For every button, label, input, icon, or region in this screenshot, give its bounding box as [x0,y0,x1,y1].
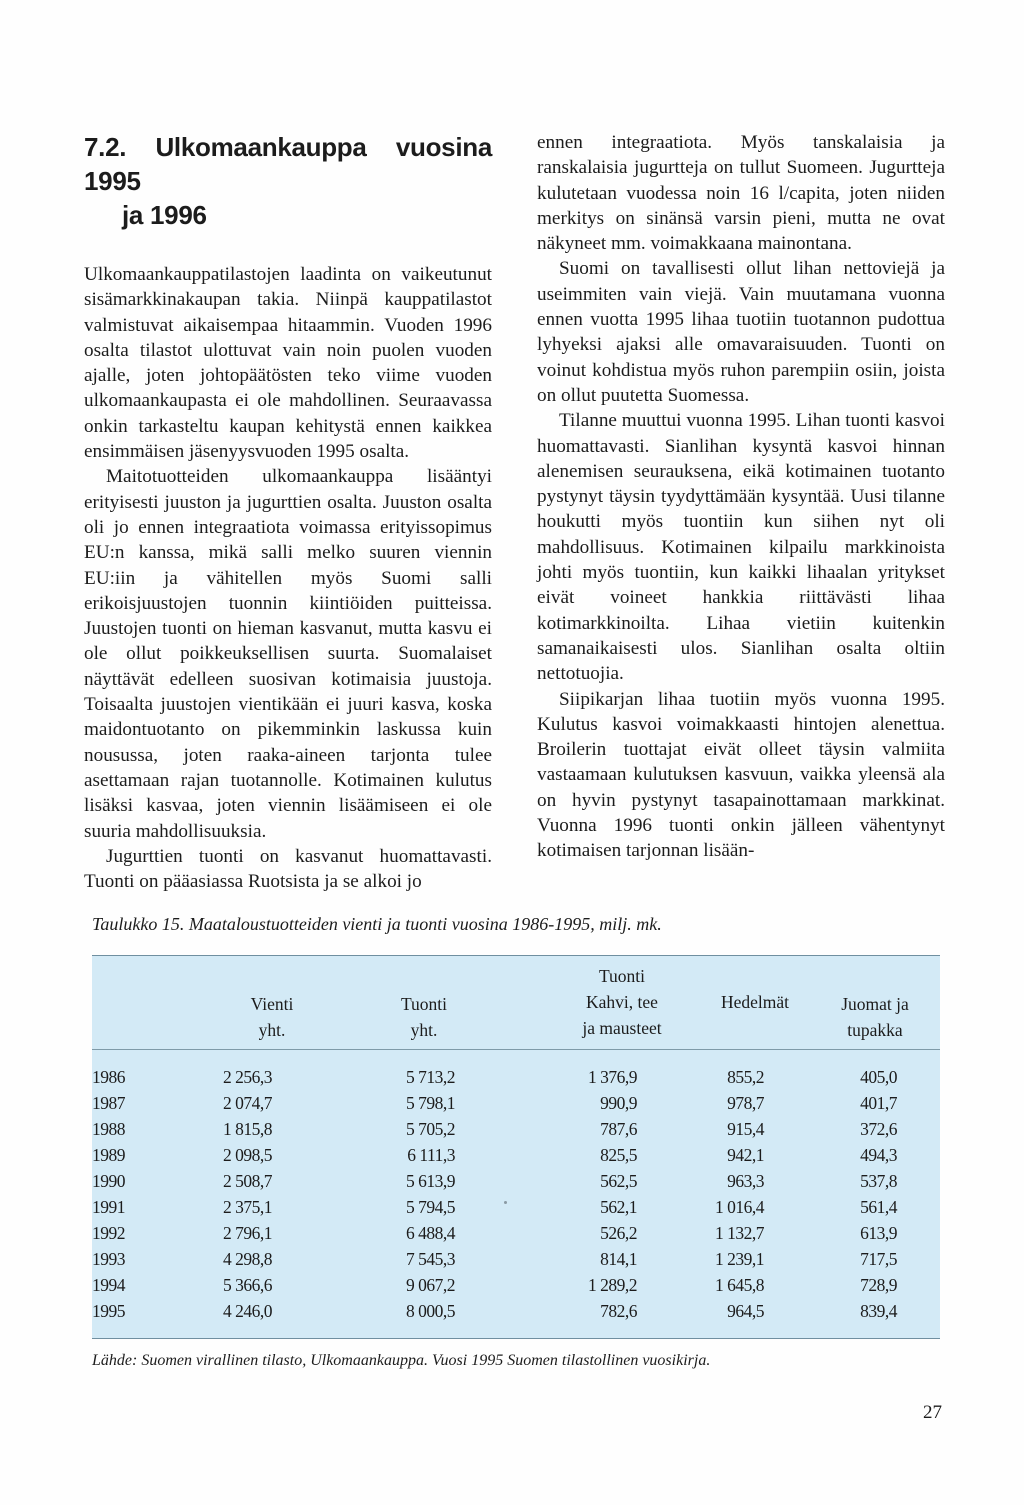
cell-vienti: 5 366,6 [223,1275,272,1295]
header-group-text: Tuonti [598,966,646,986]
left-column [84,130,492,894]
table-caption: Taulukko 15. Maataloustuotteiden vienti ja tuonti vuosina 1986-1995, milj. mk. [92,914,662,934]
page-number: 27 [923,1402,942,1423]
table-row [92,1064,940,1090]
cell-kahvi: 1 376,9 [588,1067,637,1087]
header-rule [92,1049,940,1050]
cell-year: 1990 [92,1171,125,1191]
paragraph: Tilanne muuttui vuonna 1995. Lihan tuonti kasvoi huomattavasti. Sianlihan kysyntä kasvoi hinnan alenemisen seurauksena, eikä kotimainen tuotanto pystynyt täysin tyydyttämään kysyntää. Uusi tilanne houkutti myös tuontiin kun siihen nyt oli mahdollisuus. Kotimainen kilpailu markkinoista johti myös tuontiin, kun kaikki lihaalan yritykset eivät voineet hankkia riittävästi lihaa kotimarkkinoilta. Lihaa vietiin kuitenkin samanaikaisesti ulos. Sianlihan osalta oltiin nettotuojia. [537,410,945,685]
cell-kahvi: 990,9 [600,1093,637,1113]
cell-year: 1987 [92,1093,125,1113]
scan-speck [504,1201,507,1204]
cell-hedelmat: 942,1 [727,1145,764,1165]
cell-vienti: 4 298,8 [223,1249,272,1269]
cell-vienti: 2 796,1 [223,1223,272,1243]
cell-juomat: 717,5 [860,1249,897,1269]
cell-year: 1995 [92,1301,125,1321]
right-column [537,130,945,864]
paragraph: Jugurttien tuonti on kasvanut huomattavasti. Tuonti on pääasiassa Ruotsista ja se alkoi jo [84,845,492,893]
cell-tuonti: 5 705,2 [406,1119,455,1139]
cell-kahvi: 562,1 [600,1197,637,1217]
cell-hedelmat: 978,7 [727,1093,764,1113]
cell-juomat: 372,6 [860,1119,897,1139]
cell-juomat: 839,4 [860,1301,897,1321]
header-kahvi [547,963,697,1041]
section-heading [84,130,492,232]
table-row [92,1194,940,1220]
cell-juomat: 405,0 [860,1067,897,1087]
cell-tuonti: 5 613,9 [406,1171,455,1191]
cell-kahvi: 825,5 [600,1145,637,1165]
cell-hedelmat: 964,5 [727,1301,764,1321]
cell-vienti: 2 074,7 [223,1093,272,1113]
header-text: yht. [410,1020,438,1040]
table-row [92,1168,940,1194]
cell-vienti: 2 256,3 [223,1067,272,1087]
cell-hedelmat: 1 016,4 [715,1197,764,1217]
data-table [92,955,940,1339]
cell-juomat: 494,3 [860,1145,897,1165]
header-text: Vienti [250,994,294,1014]
cell-hedelmat: 963,3 [727,1171,764,1191]
cell-tuonti: 5 798,1 [406,1093,455,1113]
header-text: yht. [258,1020,286,1040]
cell-hedelmat: 915,4 [727,1119,764,1139]
cell-vienti: 4 246,0 [223,1301,272,1321]
cell-kahvi: 1 289,2 [588,1275,637,1295]
header-text: Kahvi, tee [586,992,658,1012]
table-row [92,1142,940,1168]
cell-kahvi: 526,2 [600,1223,637,1243]
header-text: ja mausteet [582,1018,662,1038]
cell-tuonti: 6 488,4 [406,1223,455,1243]
header-text: Juomat ja [841,994,909,1014]
header-hedelmat [700,989,810,1015]
table-row [92,1116,940,1142]
paragraph: Siipikarjan lihaa tuotiin myös vuonna 1995. Kulutus kasvoi voimakkaasti hintojen alenettua. Broilerin tuottajat eivät olleet täysin valmiita vastaamaan kulutuksen kasvuun, vaikka yleensä ala on hyvin pystynyt tasapainottamaan markkinat. Vuonna 1996 tuonti onkin jälleen vähentynyt kotimaisen tarjonnan lisään- [537,688,945,862]
table-source: Lähde: Suomen virallinen tilasto, Ulkomaankauppa. Vuosi 1995 Suomen tilastollinen vuosikirja. [92,1352,711,1369]
table-row [92,1298,940,1324]
header-text: Hedelmät [720,992,790,1012]
cell-vienti: 2 508,7 [223,1171,272,1191]
paragraph: Ulkomaankauppatilastojen laadinta on vaikeutunut sisämarkkinakaupan takia. Niinpä kauppatilastot valmistuvat aikaisempaa hitaammin. Vuoden 1996 osalta tilastot ulottuvat vain noin puolen vuoden ajalle, joten johtopäätösten teko viime vuoden ulkomaankaupasta ei ole mahdollinen. Seuraavassa onkin tarkasteltu kaupan kehitystä ennen kaikkea ensimmäisen jäsenyysvuoden 1995 osalta. [84,264,492,463]
header-vienti [227,991,317,1043]
section-title-line-1: 7.2. Ulkomaankauppa vuosina 1995 [84,132,492,196]
cell-kahvi: 814,1 [600,1249,637,1269]
cell-juomat: 401,7 [860,1093,897,1113]
section-title-line-2: ja 1996 [122,200,207,230]
paragraph: Suomi on tavallisesti ollut lihan nettoviejä ja useimmiten vain viejä. Vain muutamana vuonna ennen vuotta 1995 lihaa tuotiin tuotannon pudottua lyhyeksi ajaksi alle omavaraisuuden. Tuonti on voinut kohdistua myös ruhon parempiin osiin, joista on ollut puutetta Suomessa. [537,258,945,406]
cell-hedelmat: 855,2 [727,1067,764,1087]
cell-year: 1994 [92,1275,125,1295]
cell-tuonti: 8 000,5 [406,1301,455,1321]
cell-hedelmat: 1 645,8 [715,1275,764,1295]
paragraph: Maitotuotteiden ulkomaankauppa lisääntyi erityisesti juuston ja jugurttien osalta. Juuston osalta oli jo ennen integraatiota voimassa erityissopimus EU:n kanssa, mikä salli melko suuren viennin EU:iin ja vähitellen myös Suomi salli erikoisjuustojen tuonnin kiintiöiden puitteissa. Juustojen tuonti on hieman kasvanut, mutta kasvu ei ole ollut poikkeuksellisen suurta. Suomalaiset näyttävät edelleen suosivan kotimaisia juustoja. Toisaalta juustojen vientikään ei juuri kasva, koska maidontuotanto on pikemminkin laskussa kuin nousussa, joten raaka-aineen tarjonta tulee asettamaan rajan tuotannolle. Kotimainen kulutus lisäksi kasvaa, joten viennin lisäämiseen ei ole suuria mahdollisuuksia. [84,466,492,842]
table-row [92,1090,940,1116]
cell-juomat: 613,9 [860,1223,897,1243]
cell-year: 1991 [92,1197,125,1217]
cell-juomat: 537,8 [860,1171,897,1191]
paragraph: ennen integraatiota. Myös tanskalaisia ja ranskalaisia jugurtteja on tullut Suomeen. Jugurtteja kulutetaan vuodessa noin 16 l/capita, joten niiden merkitys on sinänsä varsin pieni, mutta ne ovat näkyneet mm. voimakkaana mainontana. [537,132,945,255]
header-text: Tuonti [400,994,448,1014]
table-row [92,1220,940,1246]
table-row [92,1246,940,1272]
cell-tuonti: 6 111,3 [407,1145,455,1165]
table-row [92,1272,940,1298]
cell-vienti: 2 375,1 [223,1197,272,1217]
cell-hedelmat: 1 132,7 [715,1223,764,1243]
cell-kahvi: 782,6 [600,1301,637,1321]
cell-vienti: 1 815,8 [223,1119,272,1139]
cell-year: 1989 [92,1145,125,1165]
cell-tuonti: 9 067,2 [406,1275,455,1295]
header-juomat [800,991,950,1043]
cell-year: 1993 [92,1249,125,1269]
cell-tuonti: 5 794,5 [406,1197,455,1217]
cell-tuonti: 7 545,3 [406,1249,455,1269]
cell-tuonti: 5 713,2 [406,1067,455,1087]
cell-year: 1986 [92,1067,125,1087]
cell-year: 1992 [92,1223,125,1243]
cell-vienti: 2 098,5 [223,1145,272,1165]
cell-juomat: 728,9 [860,1275,897,1295]
header-tuonti [379,991,469,1043]
cell-kahvi: 787,6 [600,1119,637,1139]
cell-kahvi: 562,5 [600,1171,637,1191]
cell-year: 1988 [92,1119,125,1139]
cell-juomat: 561,4 [860,1197,897,1217]
cell-hedelmat: 1 239,1 [715,1249,764,1269]
header-text: tupakka [847,1020,903,1040]
